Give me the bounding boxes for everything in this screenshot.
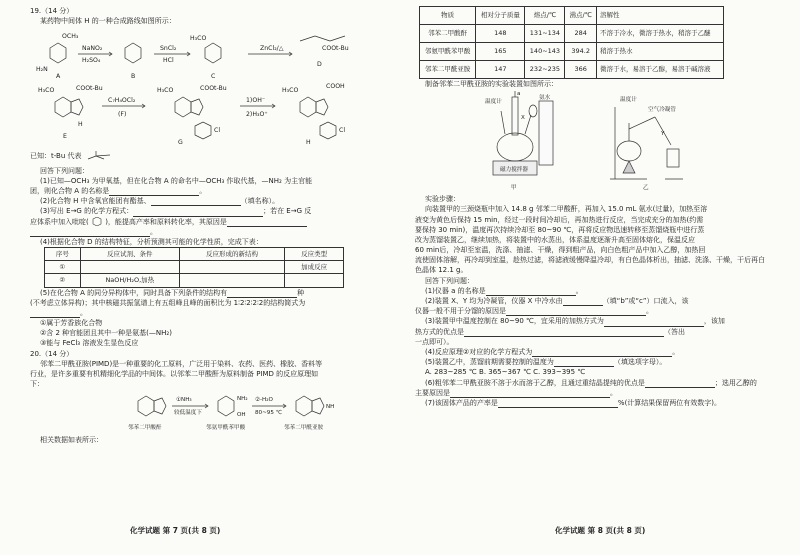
tbu-structure <box>84 151 112 161</box>
ring-b <box>125 43 141 63</box>
svg-text:磁力搅拌器: 磁力搅拌器 <box>500 167 528 174</box>
q20-6: (6)粗邻苯二甲酰亚胺不溶于水而溶于乙醇，且通过重结晶提纯的优点是 ；选用乙醇的 <box>425 378 757 387</box>
setup-intro: 制备邻苯二甲酰亚胺的实验装置如图所示： <box>425 80 558 88</box>
d-cootbu: COOt-Bu <box>322 45 349 53</box>
step-2: 液变为黄色后保持 15 min，经过一段时间冷却后，再加热进行反应，当完成充分的加热(约需 <box>415 215 704 224</box>
svg-text:空气冷凝管: 空气冷凝管 <box>648 107 676 114</box>
r4b: (F) <box>118 111 127 119</box>
table-row: 邻苯二甲酰亚胺 147 232~235 366 微溶于水，易溶于乙醇，易溶于碱溶液 <box>420 61 724 79</box>
svg-text:a: a <box>517 91 521 98</box>
th-reagent: 反应试剂、条件 <box>80 248 179 261</box>
step-4: 改为蒸馏装置乙，继续加热，将装置中的水蒸出，体系温度逐渐升高至固体熔化，保温反应 <box>415 236 695 245</box>
h-h3co: H₃CO <box>282 87 299 95</box>
answer-blank-r6[interactable] <box>532 349 672 357</box>
q20-heading: 20.（14 分） <box>30 349 74 358</box>
step-6: 流使固体溶解，再冷却到室温，趁热过滤，将滤液缓慢降温冷却，有白色晶体析出，抽滤、洗涤、干燥，干后再白 <box>415 256 765 265</box>
c-h3co: H₃CO <box>190 35 207 43</box>
r4: C₇H₄OCl₂ <box>108 97 136 105</box>
label-h: H <box>306 139 311 147</box>
svg-text:邻氨甲酰苯甲酸: 邻氨甲酰苯甲酸 <box>206 425 246 432</box>
svg-text:乙: 乙 <box>643 185 649 192</box>
e-h3co: H₃CO <box>38 87 55 95</box>
label-g: G <box>178 139 183 147</box>
page-footer-left: 化学试题 第 7 页(共 8 页) <box>130 526 221 535</box>
answer-blank-r3[interactable] <box>506 308 646 316</box>
left-page: 19.（14 分） 某药物中间体 H 的一种合成路线如图所示： OCH₃ H₂N A NaNO₂ H₂SO₄ B SnCl₂ HCl H₃CO C ZnCl₂/△ COOt-Bu D H₃CO COOt-Bu H E C₇H₄OCl₂ (F) H₃CO COOt-Bu Cl G 1)OH⁻ 2)H₃O⁺ H₃CO COOH Cl H 已知：t-Bu 代表 回答下列问题： (1)已知—OCH₃ 为甲氧基，但在化合物 A 的命名中—OCH₃ 作取代基，—NH₂ 为主官能 团，则化合物 A 的名称是 。 (2)化合物 H 中含氧官能团有酯基、 （填名称）。 (3)写出 E→G 的化学方程式： ；若在 E→G 反 应体系中加入吡啶( )，能提高产率和原料转化率，其原因是 。 (4)根据化合物 D 的结构特征，分析预测其可能的化学性质，完成下表： 序号 反应试剂、条件 反应形成的新结构 反应类型 ① 加成反应 ② NaOH/H₂O,加热 (5)在化合物 A 的同分异构体中，同时具备下列条件的结构有 种 (不考虑立体异构)；其中核磁共振氢谱上有五组峰且峰的面积比为 1∶2∶2∶2∶2的结构简式为 。 ①属于芳香族化合物 ②含 2 种官能团且其中一种是氨基(—NH₂) ③能与 FeCl₃ 溶液发生显色反应 20.（14 分） 邻苯二甲酰亚胺(PIMD)是一种重要的化工原料，广泛用于染料、农药、医药、橡胶、香料等 行业，是许多重要有机精细化学品的中间体。以邻苯二甲酸酐为原料制备 PIMD 的反应原理如 下： ①NH₃ 较低温度下 ②-H₂O 80~95 ℃ NH₂ OH NH 邻苯二甲酸酐 邻氨甲酰苯甲酸 邻苯二甲酰亚胺 相关数据如表所示： <box>30 6 390 446</box>
q20-intro2: 行业，是许多重要有机精细化学品的中间体。以邻苯二甲酸酐为原料制备 PIMD 的反应原理如 <box>30 370 319 379</box>
svg-text:②-H₂O: ②-H₂O <box>255 397 273 404</box>
svg-text:NH: NH <box>326 404 335 411</box>
q20-1: (1)仪器 a 的名称是 。 <box>425 286 583 295</box>
g-cootbu: COOt-Bu <box>200 85 227 93</box>
q19-p2: (2)化合物 H 中含氧官能团有酯基、 （填名称）。 <box>40 197 280 206</box>
svg-text:温度计: 温度计 <box>620 97 637 104</box>
ring-a <box>50 43 66 63</box>
q20-2c: 仪器一般不用于分馏的原因是 。 <box>415 307 653 316</box>
h-cl: Cl <box>339 127 346 135</box>
data-note: 相关数据如表所示： <box>40 436 103 445</box>
cond-1: ①属于芳香族化合物 <box>40 319 103 328</box>
ph-bp: 沸点/℃ <box>565 7 597 25</box>
answer-blank-r1[interactable] <box>486 288 576 296</box>
svg-text:Y: Y <box>661 131 665 138</box>
q19-p1b: 团，则化合物 A 的名称是 。 <box>30 187 207 196</box>
h-cooh: COOH <box>326 83 345 91</box>
label-d: D <box>317 61 322 69</box>
e-h: H <box>78 121 83 129</box>
g-h3co: H₃CO <box>157 87 174 95</box>
q19-p4: (4)根据化合物 D 的结构特征，分析预测其可能的化学性质，完成下表： <box>40 237 263 246</box>
ph-substance: 物质 <box>420 7 476 25</box>
label-c: C <box>211 73 216 81</box>
q20-3c: 热方式的优点是 （答出 <box>415 327 685 336</box>
answer-blank-r4[interactable] <box>604 319 704 327</box>
g-cl: Cl <box>214 127 221 135</box>
table-row: 邻苯二甲酸酐 148 131~134 284 不溶于冷水，微溶于热水，稍溶于乙醚 <box>420 25 724 43</box>
a-nh2: H₂N <box>36 66 48 74</box>
apparatus-figure <box>415 89 775 194</box>
tbu-note: 已知：t-Bu 代表 <box>30 151 390 161</box>
table-row: ① 加成反应 <box>45 261 344 274</box>
q19-p5b: (不考虑立体异构)；其中核磁共振氢谱上有五组峰且峰的面积比为 1∶2∶2∶2∶2的结构简式为 <box>30 298 306 307</box>
reaction-table <box>44 247 344 288</box>
q20-2: (2)装置 X、Y 均为冷凝管，仪器 X 中冷水由 （填“b”或“c”）口流入，该 <box>425 297 689 306</box>
q20-6c: 主要原因是 。 <box>415 388 617 397</box>
th-no: 序号 <box>45 248 81 261</box>
synthesis-scheme <box>30 26 390 151</box>
ph-mp: 熔点/℃ <box>525 7 565 25</box>
q20-3e: 一点即可）。 <box>415 337 454 346</box>
ph-solubility: 溶解性 <box>597 7 724 25</box>
th-type: 反应类型 <box>285 248 344 261</box>
ring-c <box>205 43 221 63</box>
answer-blank-r9[interactable] <box>450 390 610 398</box>
pimd-reaction <box>30 389 390 435</box>
answer-blank-4[interactable] <box>227 219 307 227</box>
page-footer-right: 化学试题 第 8 页(共 8 页) <box>555 526 646 535</box>
r1-bot: H₂SO₄ <box>82 57 101 65</box>
svg-text:温度计: 温度计 <box>485 99 502 106</box>
answer-blank-5[interactable] <box>227 290 297 298</box>
svg-text:氨水: 氨水 <box>539 95 551 102</box>
answer-prompt-right: 回答下列问题： <box>425 276 474 285</box>
q20-5: (5)装置乙中，蒸馏前期需要控制的温度为 （填选项字母）。 <box>425 358 667 367</box>
label-e: E <box>63 133 67 141</box>
answer-blank-1[interactable] <box>109 188 199 196</box>
svg-text:NH₂: NH₂ <box>237 396 248 403</box>
answer-prompt-left: 回答下列问题： <box>40 166 89 175</box>
q20-intro3: 下： <box>30 380 44 389</box>
pyridine-structure <box>91 217 103 226</box>
answer-blank-r8[interactable] <box>645 380 715 388</box>
r3: ZnCl₂/△ <box>260 45 284 53</box>
q20-7: (7)该固体产品的产率是 %(计算结果保留两位有效数字)。 <box>425 399 722 408</box>
e-cootbu: COOt-Bu <box>76 85 103 93</box>
q19-p3: (3)写出 E→G 的化学方程式： ；若在 E→G 反 <box>40 207 312 216</box>
q20-3: (3)装置甲中温度控制在 80~90 ℃，宜采用的加热方式为 ，该加 <box>425 317 725 326</box>
a-och3: OCH₃ <box>62 33 79 41</box>
answer-blank-3[interactable] <box>133 209 263 217</box>
step-1: 向装置甲的三颈烧瓶中加入 14.8 g 邻苯二甲酸酐，再加入 15.0 mL 氨水(过量)，加热至溶 <box>425 205 708 214</box>
r2-top: SnCl₂ <box>160 45 177 53</box>
q20-4: (4)反应原理②对应的化学方程式为 。 <box>425 348 680 357</box>
answer-blank-r7[interactable] <box>554 359 614 367</box>
q19-p3c: 应体系中加入吡啶( )，能提高产率和原料转化率，其原因是 <box>30 217 390 227</box>
svg-text:邻苯二甲酰亚胺: 邻苯二甲酰亚胺 <box>284 425 324 432</box>
table-row: ② NaOH/H₂O,加热 <box>45 274 344 287</box>
steps-heading: 实验步骤： <box>425 195 460 204</box>
svg-text:邻苯二甲酸酐: 邻苯二甲酸酐 <box>128 425 162 432</box>
step-5: 60 min后，冷却至室温，洗涤、抽滤、干燥，得到粗产品，向白色粗产品中加入乙醇，加热回 <box>415 246 706 255</box>
r2-bot: HCl <box>163 57 174 65</box>
svg-text:OH: OH <box>237 412 246 419</box>
right-page <box>415 6 775 408</box>
table-row: 邻氨甲酰苯甲酸 165 140~143 394.2 稍溶于热水 <box>420 43 724 61</box>
svg-text:甲: 甲 <box>511 185 517 192</box>
svg-text:X: X <box>521 115 525 122</box>
th-structure: 反应形成的新结构 <box>179 248 284 261</box>
r5-bot: 2)H₃O⁺ <box>246 111 268 119</box>
properties-table <box>419 6 724 79</box>
answer-blank-4b[interactable] <box>30 229 150 237</box>
q20-5-options: A. 283~285 ℃ B. 365~367 ℃ C. 393~395 ℃ <box>425 368 586 377</box>
step-3: 要保持 30 min)，温度再次持续冷却至 80~90 ℃，再将反应物迅速转移至蒸馏烧瓶中进行蒸 <box>415 225 705 234</box>
ph-mw: 相对分子质量 <box>476 7 525 25</box>
label-a: A <box>56 73 61 81</box>
q19-heading: 19.（14 分） <box>30 7 74 15</box>
answer-blank-r5[interactable] <box>464 329 664 337</box>
cond-2: ②含 2 种官能团且其中一种是氨基(—NH₂) <box>40 329 172 338</box>
q19-p5: (5)在化合物 A 的同分异构体中，同时具备下列条件的结构有 种 <box>40 288 305 297</box>
svg-text:较低温度下: 较低温度下 <box>174 410 202 417</box>
q19-p1: (1)已知—OCH₃ 为甲氧基，但在化合物 A 的命名中—OCH₃ 作取代基，—NH₂ 为主官能 <box>40 176 313 185</box>
q19-intro: 某药物中间体 H 的一种合成路线如图所示： <box>40 17 176 26</box>
svg-text:①NH₃: ①NH₃ <box>176 397 192 404</box>
label-b: B <box>131 73 136 81</box>
r1-top: NaNO₂ <box>82 45 103 53</box>
answer-blank-6[interactable] <box>30 310 80 318</box>
r5-top: 1)OH⁻ <box>246 97 266 105</box>
cond-3: ③能与 FeCl₃ 溶液发生显色反应 <box>40 339 139 348</box>
answer-blank-r2[interactable] <box>563 298 603 306</box>
answer-blank-r10[interactable] <box>498 400 618 408</box>
q20-intro: 邻苯二甲酰亚胺(PIMD)是一种重要的化工原料，广泛用于染料、农药、医药、橡胶、香料等 <box>40 359 323 368</box>
svg-text:80~95 ℃: 80~95 ℃ <box>255 410 282 417</box>
step-7: 色晶体 12.1 g。 <box>415 266 468 275</box>
answer-blank-2[interactable] <box>151 198 241 206</box>
